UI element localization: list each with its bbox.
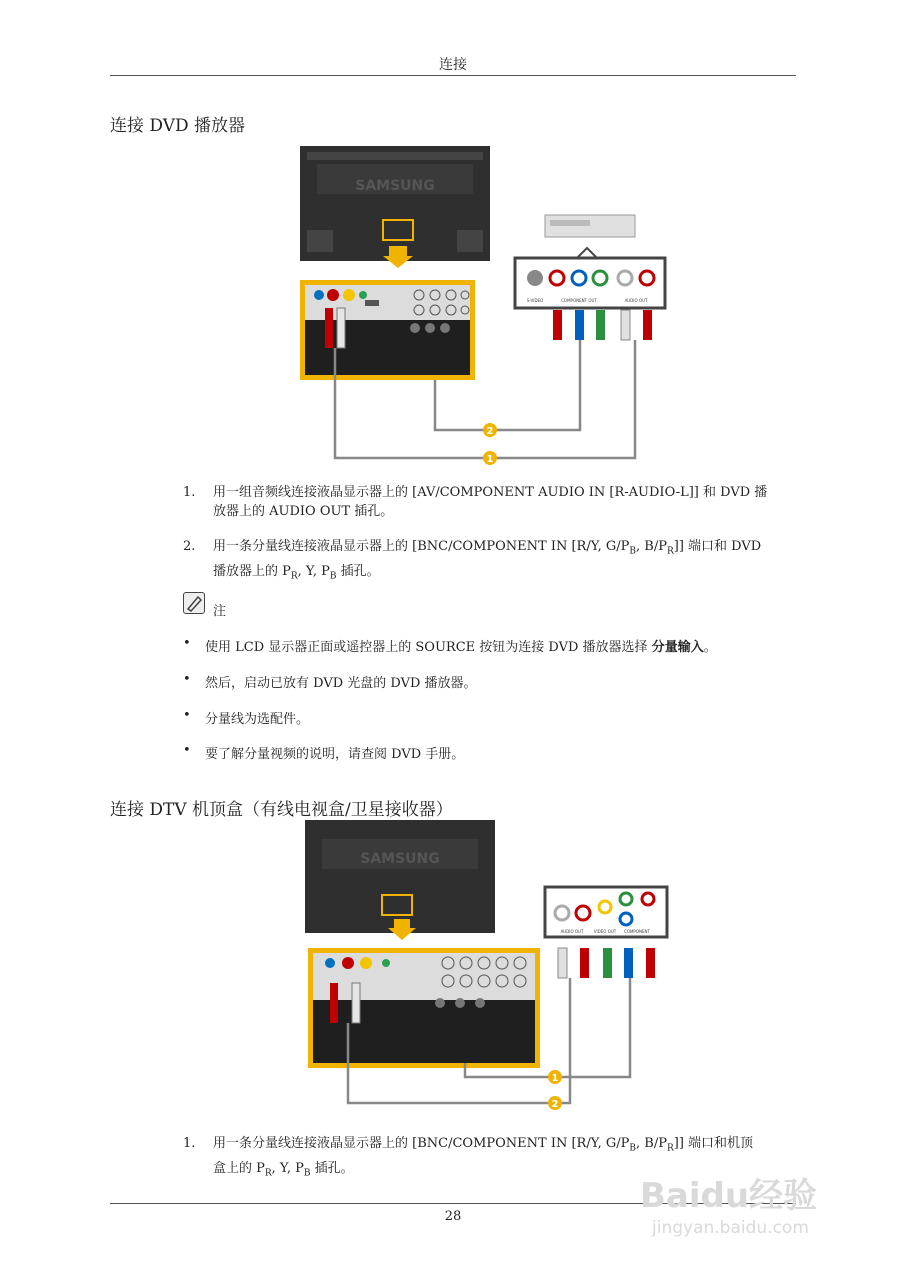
monitor-brand-text: SAMSUNG <box>360 851 440 867</box>
monitor-back-panel <box>305 820 495 933</box>
bullet-symbol: • <box>183 743 191 758</box>
plug-red <box>553 310 562 340</box>
note-icon <box>183 592 205 614</box>
bullet-symbol: • <box>183 708 191 723</box>
svg-text:2: 2 <box>551 1099 559 1110</box>
note-label: 注 <box>213 604 227 619</box>
video-out-label: VIDEO OUT <box>593 929 617 934</box>
svg-text:1: 1 <box>551 1073 559 1084</box>
bullet-2: 然后，启动已放有 DVD 光盘的 DVD 播放器。 <box>205 676 477 691</box>
plug-white <box>558 948 567 978</box>
monitor-brand-text: SAMSUNG <box>355 178 435 194</box>
watermark-logo: Baidu经验 <box>640 1176 818 1216</box>
component-label: COMPONENT <box>624 929 650 934</box>
plug-red-2 <box>643 310 652 340</box>
plug-green <box>596 310 605 340</box>
audio-out-label: AUDIO OUT <box>624 298 648 303</box>
running-header: 连接 <box>439 57 467 73</box>
section-title-dtv: 连接 DTV 机顶盒（有线电视盒/卫星接收器） <box>110 800 453 820</box>
dtv-connection-diagram <box>300 815 675 1115</box>
plug-blue <box>575 310 584 340</box>
plug-red-2 <box>646 948 655 978</box>
section-title-dvd: 连接 DVD 播放器 <box>110 116 246 136</box>
s-video-label: S-VIDEO <box>526 298 544 303</box>
page-number: 28 <box>444 1209 462 1224</box>
bullet-1: 使用 LCD 显示器正面或遥控器上的 SOURCE 按钮为连接 DVD 播放器选择 分量输入。 <box>205 640 717 655</box>
component-out-label: COMPONENT OUT <box>561 298 597 303</box>
plug-green <box>603 948 612 978</box>
audio-out-label: AUDIO OUT <box>560 929 584 934</box>
bullet-symbol: • <box>183 672 191 687</box>
bullet-3: 分量线为选配件。 <box>205 712 310 727</box>
bullet-4: 要了解分量视频的说明，请查阅 DVD 手册。 <box>205 747 465 762</box>
header-rule <box>110 75 796 76</box>
svg-text:1: 1 <box>486 454 494 465</box>
bullet-symbol: • <box>183 636 191 651</box>
dvd-connection-diagram <box>295 140 670 470</box>
plug-red <box>580 948 589 978</box>
plug-blue <box>624 948 633 978</box>
svg-text:2: 2 <box>486 426 494 437</box>
plug-white <box>621 310 630 340</box>
watermark-url: jingyan.baidu.com <box>652 1218 809 1238</box>
